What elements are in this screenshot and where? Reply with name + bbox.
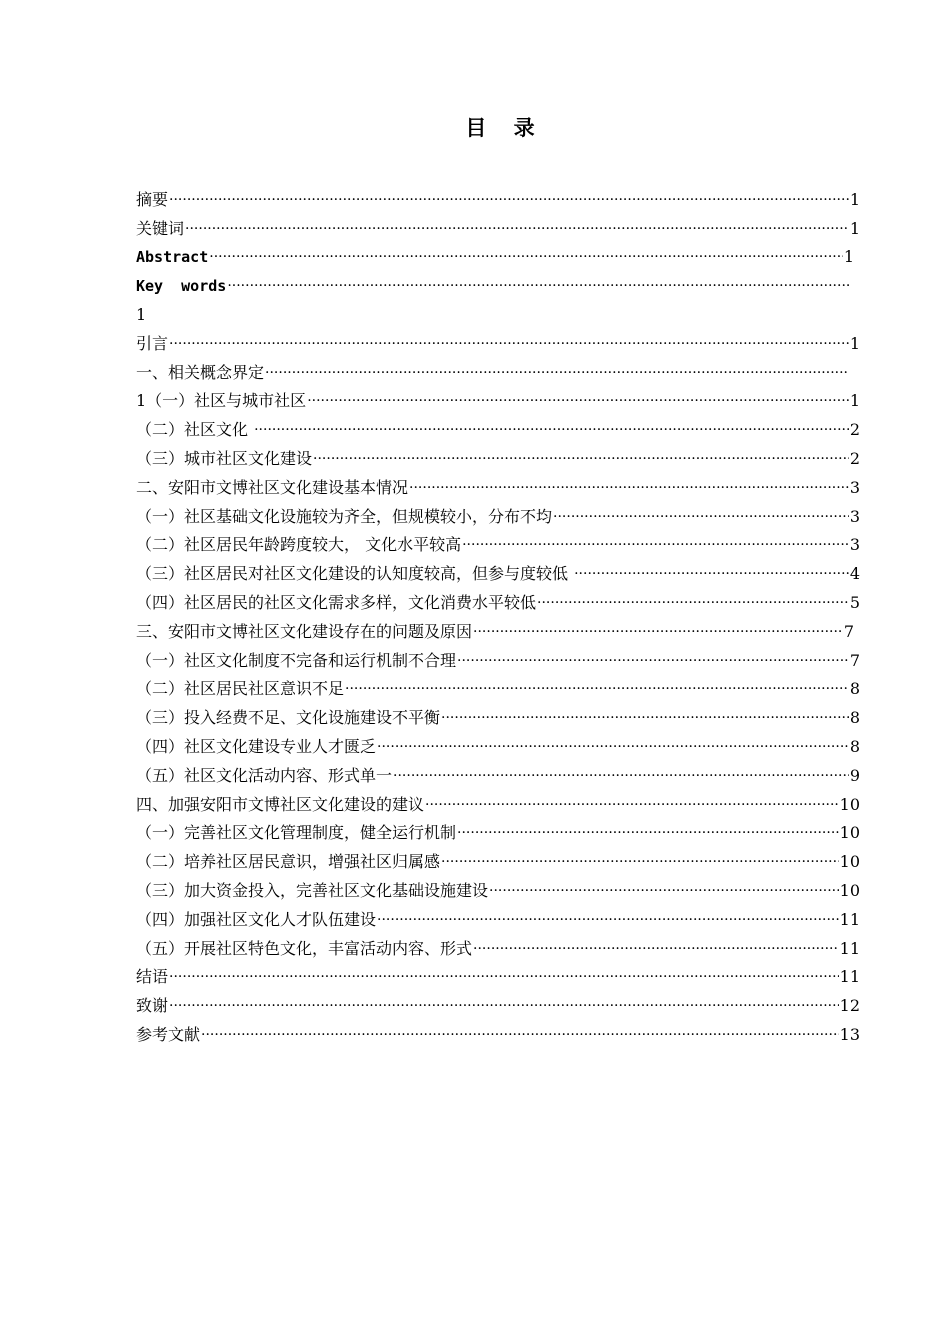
toc-entry — [136, 210, 860, 239]
toc-entry-label: 关键词 — [136, 218, 185, 238]
toc-entry-label: Key words — [136, 277, 227, 296]
toc-leader-dots — [441, 708, 849, 728]
toc-entry-page: 1 — [849, 391, 860, 411]
toc-entry — [136, 469, 860, 498]
toc-entry-page: 11 — [839, 938, 860, 958]
toc-entry-page: 7 — [843, 621, 854, 641]
toc-entry-page: 10 — [839, 794, 860, 814]
toc-entry-page: 3 — [849, 477, 860, 497]
toc-entry-page: 1 — [843, 247, 854, 267]
toc-entry-page: 9 — [849, 765, 860, 785]
toc-leader-dots — [473, 622, 843, 642]
toc-leader-dots — [254, 420, 849, 440]
toc-entry — [136, 757, 860, 786]
toc-entry-label: 结语 — [136, 967, 169, 987]
toc-entry — [136, 239, 860, 268]
toc-entry-label: 致谢 — [136, 996, 169, 1016]
toc-entry — [136, 728, 860, 757]
toc-entry-page: 10 — [839, 852, 860, 872]
toc-entry-page: 1 — [849, 333, 860, 353]
toc-leader-dots — [393, 766, 849, 786]
toc-leader-dots — [473, 939, 839, 959]
toc-entry-page: 12 — [839, 996, 860, 1016]
toc-entry-label: （一）社区文化制度不完备和运行机制不合理 — [136, 650, 457, 670]
toc-leader-dots — [574, 564, 849, 584]
toc-entry-label: 三、安阳市文博社区文化建设存在的问题及原因 — [136, 621, 473, 641]
toc-leader-dots — [169, 190, 849, 210]
toc-entry-page: 2 — [849, 420, 860, 440]
toc-leader-dots — [265, 363, 849, 383]
toc-leader-dots — [345, 679, 849, 699]
toc-entry-label: Abstract — [136, 248, 209, 267]
toc-entry-label: 参考文献 — [136, 1024, 201, 1044]
toc-leader-dots — [462, 535, 849, 555]
toc-entry-page: 2 — [849, 448, 860, 468]
toc-entry-page: 11 — [839, 909, 860, 929]
toc-entry — [136, 181, 860, 210]
toc-entry — [136, 555, 860, 584]
toc-leader-dots — [489, 881, 839, 901]
toc-entry — [136, 440, 860, 469]
toc-entry — [136, 786, 860, 815]
toc-entry — [136, 987, 860, 1016]
toc-entry — [136, 1016, 860, 1045]
toc-entry — [136, 267, 860, 296]
toc-leader-dots — [307, 391, 849, 411]
toc-entry-label: （二）社区居民社区意识不足 — [136, 679, 345, 699]
toc-entry-label: 摘要 — [136, 189, 169, 209]
toc-leader-dots — [227, 276, 849, 296]
toc-entry-page: 4 — [849, 564, 860, 584]
toc-leader-dots — [185, 219, 849, 239]
toc-entry-label: （三）加大资金投入，完善社区文化基础设施建设 — [136, 880, 489, 900]
toc-leader-dots — [209, 247, 843, 267]
toc-entry — [136, 959, 860, 988]
toc-entry-label: 引言 — [136, 333, 169, 353]
toc-entry-label: 二、安阳市文博社区文化建设基本情况 — [136, 477, 409, 497]
toc-entry — [136, 671, 860, 700]
toc-leader-dots — [537, 593, 849, 613]
toc-entry-label: （二）社区文化 — [136, 420, 254, 440]
toc-entry-label: （四）加强社区文化人才队伍建设 — [136, 909, 377, 929]
toc-entry — [136, 843, 860, 872]
toc-leader-dots — [313, 449, 849, 469]
toc-entry-label: （四）社区居民的社区文化需求多样，文化消费水平较低 — [136, 592, 537, 612]
toc-entry — [136, 584, 860, 613]
toc-entry-label: （三）投入经费不足、文化设施建设不平衡 — [136, 708, 441, 728]
toc-entry-continuation — [136, 296, 860, 325]
toc-entry-page: 1 — [849, 189, 860, 209]
toc-entry — [136, 354, 860, 383]
toc-entry-page: 5 — [849, 592, 860, 612]
toc-title-container — [0, 112, 950, 142]
toc-leader-dots — [201, 1025, 839, 1045]
toc-entry-label: （二）社区居民年龄跨度较大， 文化水平较高 — [136, 535, 462, 555]
toc-entry — [136, 527, 860, 556]
toc-entry-page: 7 — [849, 650, 860, 670]
toc-entry-label: 1 — [136, 304, 147, 324]
toc-entry-label: （三）社区居民对社区文化建设的认知度较高，但参与度较低 — [136, 564, 574, 584]
toc-entry-label: （一）完善社区文化管理制度，健全运行机制 — [136, 823, 457, 843]
toc-entry — [136, 411, 860, 440]
toc-entry-label: 一、相关概念界定 — [136, 362, 265, 382]
toc-leader-dots — [425, 795, 839, 815]
toc-leader-dots — [169, 996, 839, 1016]
toc-entry — [136, 901, 860, 930]
toc-leader-dots — [409, 478, 849, 498]
toc-entry-page: 8 — [849, 679, 860, 699]
toc-leader-dots — [441, 852, 839, 872]
toc-leader-dots — [553, 507, 849, 527]
toc-leader-dots — [377, 910, 839, 930]
toc-entry — [136, 872, 860, 901]
toc-leader-dots — [169, 967, 839, 987]
toc-entry — [136, 930, 860, 959]
toc-entry — [136, 613, 860, 642]
toc-entry-page: 1 — [849, 218, 860, 238]
toc-entry-label: （五）开展社区特色文化，丰富活动内容、形式 — [136, 938, 473, 958]
toc-leader-dots — [377, 737, 849, 757]
toc-entry-page: 10 — [839, 823, 860, 843]
toc-entry — [136, 699, 860, 728]
toc-entry-page: 8 — [849, 708, 860, 728]
toc-leader-dots — [457, 651, 849, 671]
toc-entry — [136, 383, 860, 412]
toc-leader-dots — [169, 334, 849, 354]
toc-title: 目 录 — [465, 116, 545, 140]
toc-entry-label: 四、加强安阳市文博社区文化建设的建议 — [136, 794, 425, 814]
toc-entry-page: 3 — [849, 535, 860, 555]
toc-entry-label: （四）社区文化建设专业人才匮乏 — [136, 736, 377, 756]
toc-entry — [136, 325, 860, 354]
toc-entry — [136, 815, 860, 844]
toc-leader-dots — [457, 823, 839, 843]
toc-entry-label: （三）城市社区文化建设 — [136, 448, 313, 468]
toc-entry-page: 11 — [839, 967, 860, 987]
toc-entry — [136, 642, 860, 671]
toc-entry — [136, 498, 860, 527]
toc-entry-label: （一）社区基础文化设施较为齐全，但规模较小，分布不均 — [136, 506, 553, 526]
toc-entry-page: 13 — [839, 1024, 860, 1044]
toc-entry-page: 8 — [849, 736, 860, 756]
toc-entry-label: （五）社区文化活动内容、形式单一 — [136, 765, 393, 785]
table-of-contents — [136, 181, 860, 1045]
toc-entry-page: 10 — [839, 880, 860, 900]
toc-entry-label: 1（一）社区与城市社区 — [136, 391, 307, 411]
toc-entry-page: 3 — [849, 506, 860, 526]
toc-entry-label: （二）培养社区居民意识，增强社区归属感 — [136, 852, 441, 872]
